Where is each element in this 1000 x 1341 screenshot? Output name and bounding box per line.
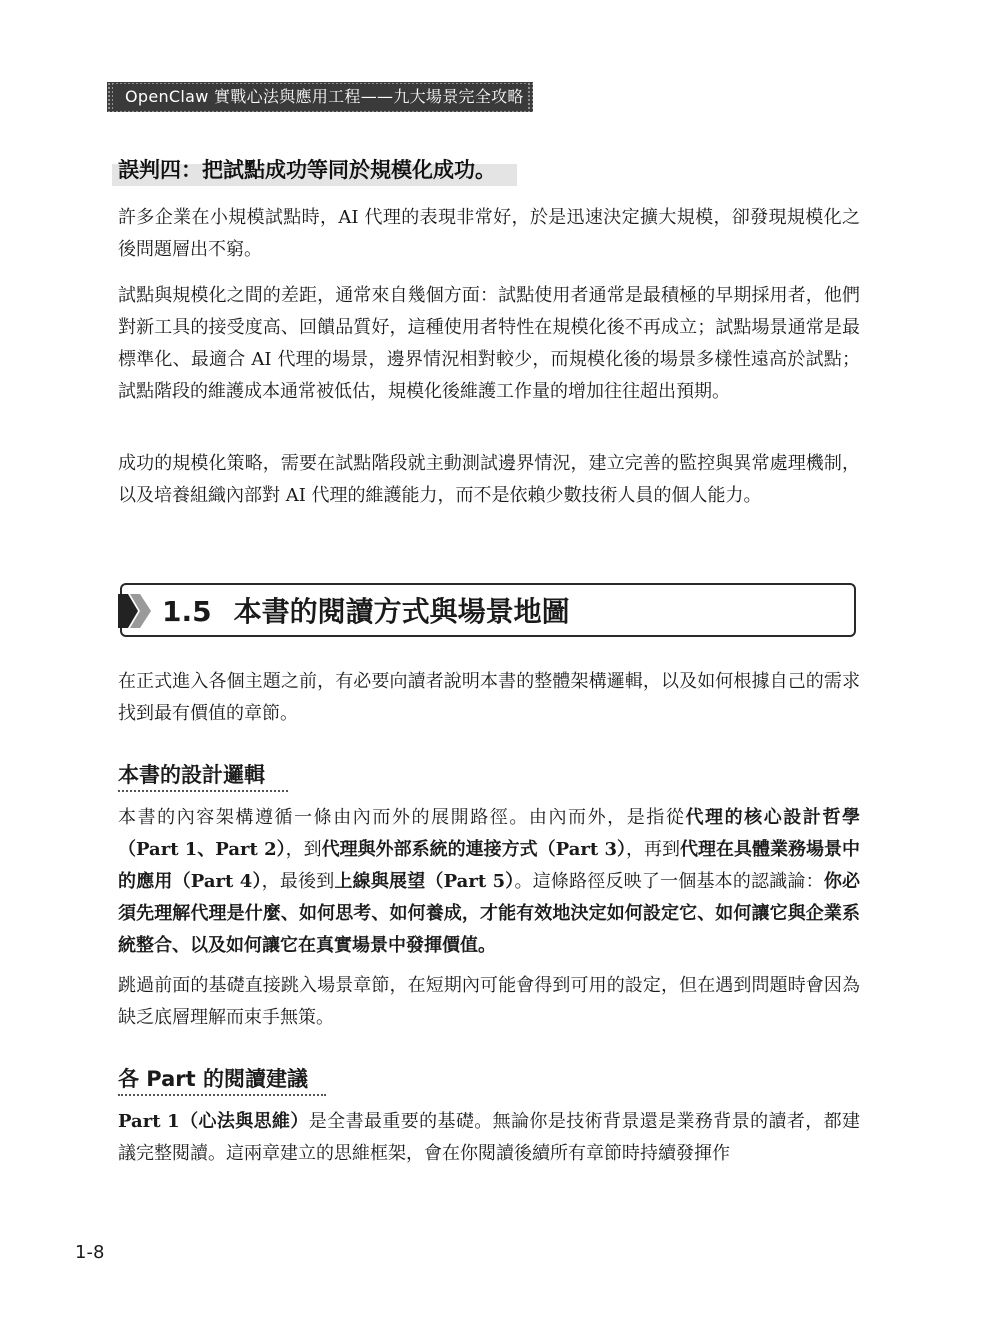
paragraph-1: 許多企業在小規模試點時，AI 代理的表現非常好，於是迅速決定擴大規模，卻發現規模化之後問題層出不窮。 — [118, 207, 860, 260]
skip-paragraph: 跳過前面的基礎直接跳入場景章節，在短期內可能會得到可用的設定，但在遇到問題時會因為缺乏底層理解而束手無策。 — [118, 975, 860, 1028]
book-title: OpenClaw 實戰心法與應用工程——九大場景完全攻略 — [125, 87, 524, 106]
subheading-underline — [118, 1094, 326, 1096]
bold-run: Part 1（心法與思維） — [118, 1111, 309, 1132]
text-run: ，最後到 — [261, 871, 335, 892]
subheading-underline — [118, 790, 288, 792]
bold-run: 你必須先理解代理是什麼、如何思考、如何養成，才能有效地決定如何設定它、如何讓它與企業系統整合、以及如何讓它在真實場景中發揮價值。 — [118, 871, 861, 956]
paragraph-2: 試點與規模化之間的差距，通常來自幾個方面：試點使用者通常是最積極的早期採用者，他們對新工具的接受度高、回饋品質好，這種使用者特性在規模化後不再成立；試點場景通常是最標準化、最適合 AI 代理的場景，邊界情況相對較少，而規模化後的場景多樣性遠高於試點；試點階段的維護成本通常被低估，規模化後維護工作量的增加往往超出預期。 — [118, 285, 860, 402]
design-paragraph — [118, 802, 860, 962]
parts-paragraph — [118, 1106, 860, 1170]
text-run: ，再到 — [625, 839, 680, 860]
section-number: 1.5 — [162, 595, 212, 628]
section-title-text: 本書的閱讀方式與場景地圖 — [233, 595, 570, 628]
text-run: 本書的內容架構遵循一條由內而外的展開路徑。由內而外，是指從 — [118, 807, 686, 828]
section-title — [162, 592, 570, 632]
running-header — [107, 82, 533, 112]
section-intro: 在正式進入各個主題之前，有必要向讀者說明本書的整體架構邏輯，以及如何根據自己的需求找到最有價值的章節。 — [118, 671, 860, 724]
bold-run: 上線與展望（Part 5） — [334, 871, 515, 892]
text-run: ，到 — [285, 839, 322, 860]
subheading-design-logic: 本書的設計邏輯 — [118, 763, 265, 787]
text-run: 。這條路徑反映了一個基本的認識論： — [514, 871, 824, 892]
section-arrow-icon — [118, 594, 160, 628]
bold-run: 代理與外部系統的連接方式（Part 3） — [321, 839, 626, 860]
text-run: 是全書最重要的基礎。無論你是技術背景還是業務背景的讀者，都建議完整閱讀。這兩章建立的思維框架，會在你閱讀後續所有章節時持續發揮作 — [118, 1111, 861, 1164]
misjudge-heading: 誤判四：把試點成功等同於規模化成功。 — [118, 158, 496, 182]
page-number: 1-8 — [75, 1242, 105, 1263]
subheading-part-reading: 各 Part 的閱讀建議 — [118, 1067, 309, 1091]
bold-run: 代理的核心設計哲學（Part 1、Part 2） — [118, 807, 861, 860]
bold-run: 代理在具體業務場景中的應用（Part 4） — [118, 839, 861, 892]
paragraph-3: 成功的規模化策略，需要在試點階段就主動測試邊界情況，建立完善的監控與異常處理機制，以及培養組織內部對 AI 代理的維護能力，而不是依賴少數技術人員的個人能力。 — [118, 453, 860, 506]
